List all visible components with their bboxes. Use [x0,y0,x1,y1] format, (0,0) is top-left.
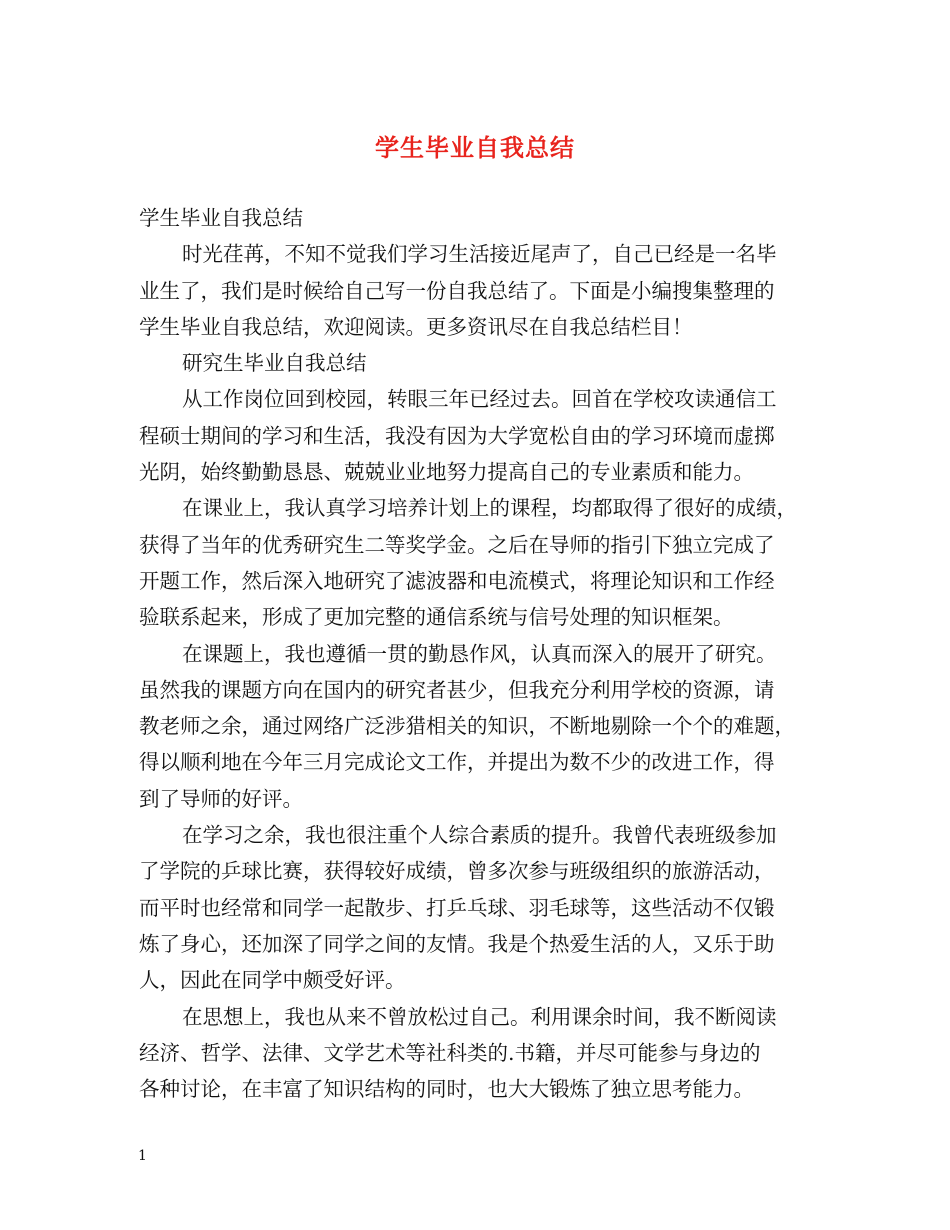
page-number: 1 [138,1148,147,1164]
document-title: 学生毕业自我总结 [375,133,575,162]
paragraph-line: 在课业上，我认真学习培养计划上的课程，均都取得了很好的成绩， [182,496,797,521]
paragraph-line: 得以顺利地在今年三月完成论文工作，并提出为数不少的改进工作，得 [139,750,775,775]
paragraph-line: 从工作岗位回到校园，转眼三年已经过去。回首在学校攻读通信工 [182,387,777,412]
paragraph-line: 虽然我的课题方向在国内的研究者甚少，但我充分利用学校的资源，请 [139,677,775,702]
paragraph-line: 获得了当年的优秀研究生二等奖学金。之后在导师的指引下独立完成了 [139,532,775,557]
paragraph-line: 经济、哲学、法律、文学艺术等社科类的.书籍，并尽可能参与身边的 [139,1040,761,1065]
subtitle-line: 学生毕业自我总结 [139,206,303,230]
paragraph-line: 在课题上，我也遵循一贯的勤恳作风，认真而深入的展开了研究。 [182,641,777,666]
paragraph-line: 业生了，我们是时候给自己写一份自我总结了。下面是小编搜集整理的 [139,278,775,303]
paragraph-line: 人，因此在同学中颇受好评。 [139,968,406,993]
paragraph-line: 学生毕业自我总结，欢迎阅读。更多资讯尽在自我总结栏目！ [139,314,693,339]
paragraph-line: 而平时也经常和同学一起散步、打乒乓球、羽毛球等，这些活动不仅锻 [139,895,775,920]
paragraph-line: 开题工作，然后深入地研究了滤波器和电流模式，将理论知识和工作经 [139,568,775,593]
paragraph-line: 在学习之余，我也很注重个人综合素质的提升。我曾代表班级参加 [182,823,777,848]
paragraph-line: 各种讨论，在丰富了知识结构的同时，也大大锻炼了独立思考能力。 [139,1077,754,1102]
section-heading: 研究生毕业自我总结 [182,351,367,376]
paragraph-line: 在思想上，我也从来不曾放松过自己。利用课余时间，我不断阅读 [182,1004,777,1029]
paragraph-line: 了学院的乒球比赛，获得较好成绩，曾多次参与班级组织的旅游活动， [139,859,775,884]
paragraph-line: 到了导师的好评。 [139,786,303,811]
paragraph-line: 时光荏苒，不知不觉我们学习生活接近尾声了，自己已经是一名毕 [182,242,777,267]
document-body [139,200,814,1107]
paragraph-line: 炼了身心，还加深了同学之间的友情。我是个热爱生活的人，又乐于助 [139,931,775,956]
paragraph-line: 程硕士期间的学习和生活，我没有因为大学宽松自由的学习环境而虚掷 [139,423,775,448]
paragraph-line: 验联系起来，形成了更加完整的通信系统与信号处理的知识框架。 [139,605,734,630]
paragraph-line: 教老师之余，通过网络广泛涉猎相关的知识，不断地剔除一个个的难题， [139,714,795,739]
paragraph-line: 光阴，始终勤勤恳恳、兢兢业业地努力提高自己的专业素质和能力。 [139,460,754,485]
